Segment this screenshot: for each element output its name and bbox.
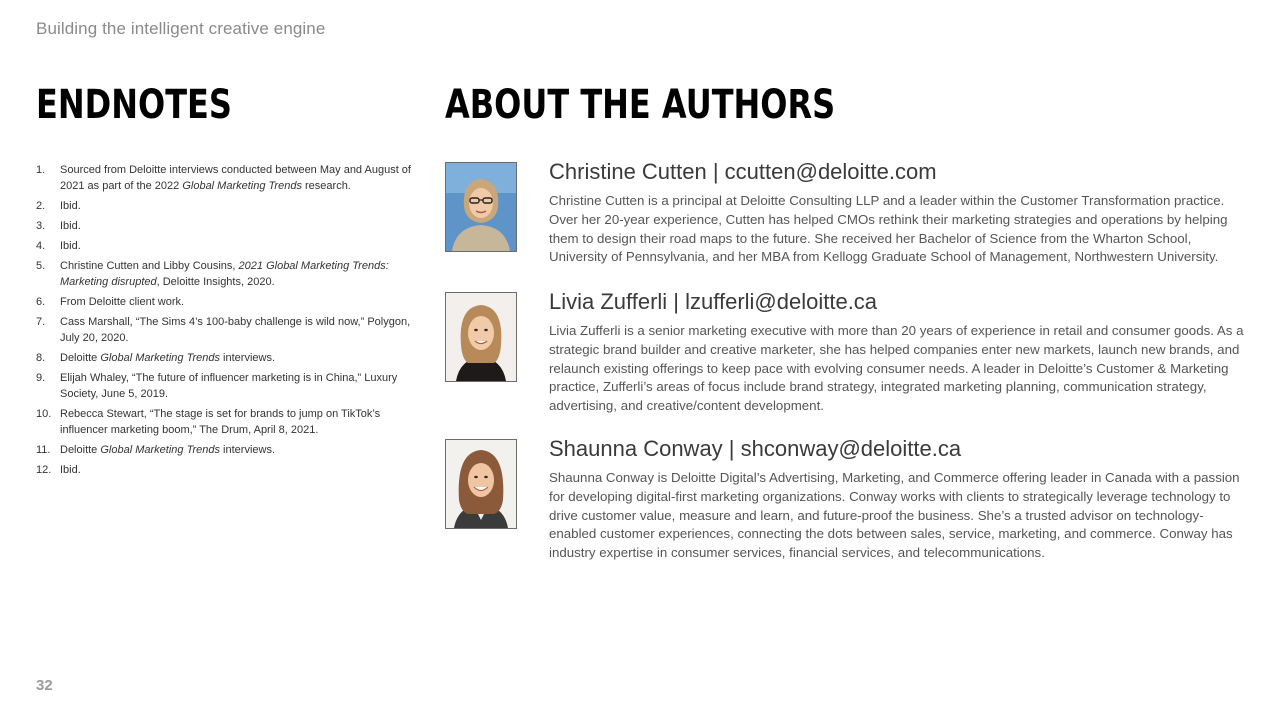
author-name-email: Livia Zufferli | lzufferli@deloitte.ca <box>549 289 878 314</box>
endnote-text <box>60 220 81 232</box>
endnote-text-segment: Cass Marshall, “The Sims 4’s 100-baby challenge is wild now,” Polygon, July 20, 2020. <box>60 316 411 344</box>
endnote-text <box>60 164 411 192</box>
endnote-item <box>36 198 428 214</box>
endnote-item <box>36 238 428 254</box>
endnotes-list <box>36 162 428 482</box>
endnote-text-segment: Elijah Whaley, “The future of influencer marketing is in China,” Luxury Society, June 5, 2019. <box>60 372 398 400</box>
endnote-text-segment: Sourced from Deloitte interviews conducted between May and August of 2021 as part of the 2022 <box>60 164 411 192</box>
endnote-text-segment: Ibid. <box>60 464 81 476</box>
endnote-item <box>36 442 428 458</box>
endnote-number: 4. <box>36 240 46 252</box>
endnote-text-segment: , Deloitte Insights, 2020. <box>156 276 275 288</box>
endnote-text-italic: 2021 Global Marketing Trends: Marketing disrupted <box>60 260 389 288</box>
endnote-text <box>60 444 275 456</box>
endnote-text-segment: interviews. <box>219 352 276 364</box>
endnote-number: 1. <box>36 164 46 176</box>
endnotes-title: ENDNOTES <box>36 82 232 128</box>
author-bio: Shaunna Conway is Deloitte Digital’s Advertising, Marketing, and Commerce offering leader in Canada with a passion for developing digital-first marketing organizations. Conway works with clients to strategically leverage technology to drive customer value, measure and learn, and future-proof the business. She’s a trusted advisor on technology-enabled customer experiences, connecting the dots between sales, service, marketing, and commerce. Conway has industry expertise in consumer services, financial services, and telecommunications. <box>549 470 1240 561</box>
endnote-text-segment: Ibid. <box>60 240 81 252</box>
author-photo-livia-zufferli <box>445 292 517 382</box>
author-photo-christine-cutten <box>445 162 517 252</box>
author-bio: Livia Zufferli is a senior marketing executive with more than 20 years of experience in retail and consumer goods. As a strategic brand builder and creative marketer, she has helped companies enter new markets, launch new brands, and relaunch existing offerings to keep pace with evolving consumer needs. A leader in Deloitte’s Customer & Marketing practice, Zufferli’s areas of focus include brand strategy, integrated marketing planning, communication strategy, advertising, and creative/content development. <box>549 323 1244 414</box>
endnote-text <box>60 240 81 252</box>
author-bio: Christine Cutten is a principal at Deloitte Consulting LLP and a leader within the Customer Transformation practice. Over her 20-year experience, Cutten has helped CMOs rethink their marketing strategies and operations by helping them to design their road maps to the future. She received her Bachelor of Science from the Wharton School, University of Pennsylvania, and her MBA from Kellogg Graduate School of Management, Northwestern University. <box>549 193 1228 265</box>
endnote-text <box>60 372 397 400</box>
endnote-item <box>36 258 428 290</box>
endnote-text-segment: interviews. <box>219 444 276 456</box>
endnote-number: 6. <box>36 296 46 308</box>
endnote-text-segment: Christine Cutten and Libby Cousins, <box>60 260 239 272</box>
endnote-number: 10. <box>36 408 52 420</box>
endnote-item <box>36 406 428 438</box>
endnote-number: 12. <box>36 464 52 476</box>
endnote-text <box>60 260 389 288</box>
endnote-text-segment: Ibid. <box>60 220 81 232</box>
endnote-item <box>36 314 428 346</box>
endnote-text <box>60 352 275 364</box>
endnote-number: 9. <box>36 372 46 384</box>
endnote-item <box>36 218 428 234</box>
endnote-text-segment: From Deloitte client work. <box>60 296 185 308</box>
endnote-text-segment: Deloitte <box>60 444 101 456</box>
endnote-number: 2. <box>36 200 46 212</box>
endnote-number: 8. <box>36 352 46 364</box>
endnote-number: 3. <box>36 220 46 232</box>
author-name-email: Shaunna Conway | shconway@deloitte.ca <box>549 436 962 461</box>
endnote-text <box>60 296 184 308</box>
endnote-text <box>60 200 81 212</box>
endnote-item <box>36 370 428 402</box>
endnote-text-segment: Deloitte <box>60 352 101 364</box>
endnote-item <box>36 462 428 478</box>
author-name-email: Christine Cutten | ccutten@deloitte.com <box>549 159 937 184</box>
endnote-item <box>36 350 428 366</box>
endnote-text <box>60 408 380 436</box>
endnote-text-segment: research. <box>301 180 351 192</box>
endnote-text-segment: Rebecca Stewart, “The stage is set for brands to jump on TikTok’s influencer marketing boom,” The Drum, April 8, 2021. <box>60 408 381 436</box>
running-header: Building the intelligent creative engine <box>36 19 326 38</box>
endnote-item <box>36 294 428 310</box>
page-number: 32 <box>36 677 53 694</box>
endnote-text-italic: Global Marketing Trends <box>100 444 220 456</box>
endnote-text-italic: Global Marketing Trends <box>100 352 220 364</box>
endnote-item <box>36 162 428 194</box>
endnote-text <box>60 464 81 476</box>
author-photo-shaunna-conway <box>445 439 517 529</box>
endnote-number: 7. <box>36 316 46 328</box>
about-authors-title: ABOUT THE AUTHORS <box>445 82 836 128</box>
endnote-number: 5. <box>36 260 46 272</box>
endnote-text <box>60 316 410 344</box>
endnote-text-segment: Ibid. <box>60 200 81 212</box>
endnote-number: 11. <box>36 444 51 456</box>
endnote-text-italic: Global Marketing Trends <box>182 180 302 192</box>
